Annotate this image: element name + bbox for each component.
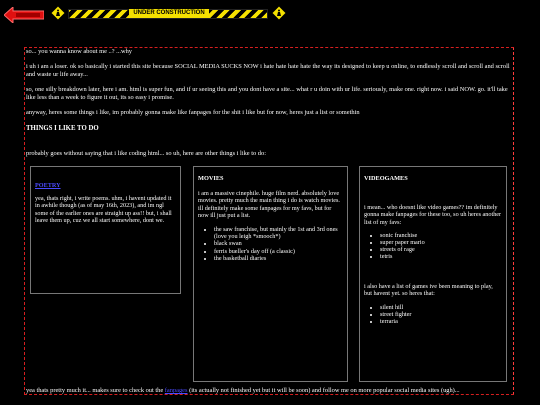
videogames-text: i mean... who doesnt like video games?? im definitely gonna make fanpages for these too, so uh heres another list of my favs: bbox=[364, 204, 502, 226]
construction-sign-icon bbox=[51, 6, 65, 20]
construction-sign-icon bbox=[272, 6, 286, 20]
things-heading: THINGS I LIKE TO DO bbox=[26, 125, 99, 132]
poetry-text: yea, thats right, i write poems. uhm, i havent updated it in awhile though (as of may 16th, 2023), and im ngl some of the earlier ones are straight up ass!! but, i shall leave them up, cuz we all start somewhere, dont we. bbox=[35, 195, 172, 224]
movies-text: i am a massive cinephile. huge film nerd. absolutely love movies. pretty much the main thing i do is watch movies. ill definitely make some fanpages for my favs, but for now ill just put a list. bbox=[198, 190, 340, 219]
list-item: • street fighter bbox=[380, 311, 502, 318]
movies-title: MOVIES bbox=[198, 175, 224, 182]
back-arrow-icon bbox=[4, 7, 44, 23]
poetry-box bbox=[30, 166, 181, 294]
footer-text-after: (its actually not finished yet but it will be soon) and follow me on more popular social media sites (ugh)... bbox=[187, 387, 460, 394]
list-item: • terraria bbox=[380, 318, 502, 325]
list-item: • silent hill bbox=[380, 304, 502, 311]
intro-paragraph-2: so, one silly breakdown later, here i am. html is super fun, and if ur seeing this and you dont have a site... what r u doin with ur life. seriously, make one. right now. i said NOW. go. it'll take like less than a week to figure it out, its so easy i promise. bbox=[26, 86, 508, 101]
videogames-text-2: i also have a list of games ive been meaning to play, but havent yet. so heres that: bbox=[364, 282, 493, 297]
list-item: • the basketball diaries bbox=[214, 255, 343, 262]
footer-line bbox=[26, 387, 512, 395]
poetry-link[interactable]: POETRY bbox=[35, 182, 61, 189]
movies-box bbox=[193, 166, 348, 382]
intro-paragraph-3: anyway, heres some things i like, im probably gonna make like fanpages for the shit i like but for now, heres just a list or somethin bbox=[26, 109, 360, 116]
list-item: • black swan bbox=[214, 240, 343, 247]
footer-text-before: yea thats pretty much it... makes sure to check out the bbox=[26, 387, 165, 394]
back-arrow-button[interactable] bbox=[4, 7, 44, 23]
videogames-box bbox=[359, 166, 507, 382]
under-construction-label: UNDER CONSTRUCTION bbox=[129, 9, 209, 18]
videogames-list-2 bbox=[364, 304, 502, 326]
list-item: • streets of rage bbox=[380, 246, 502, 253]
coding-line: probably goes without saying that i like coding html... so uh, here are other things i like to do: bbox=[26, 150, 266, 157]
list-item: • tetris bbox=[380, 253, 502, 260]
videogames-list bbox=[364, 232, 502, 261]
list-item: • sonic franchise bbox=[380, 232, 502, 239]
videogames-title: VIDEOGAMES bbox=[364, 175, 408, 182]
list-item: • super paper mario bbox=[380, 239, 502, 246]
intro-paragraph-1: i uh i am a loser. ok so basically i started this site because SOCIAL MEDIA SUCKS NOW i hate hate hate hate the way its designed to keep u online, to endlessly scroll and scroll and scroll and waste ur life away... bbox=[26, 63, 510, 78]
under-construction-banner bbox=[68, 9, 268, 19]
list-item: • ferris bueller's day off (a classic) bbox=[214, 248, 343, 255]
fanpages-link[interactable]: fanpages bbox=[164, 387, 188, 394]
intro-line: so... you wanna know about me ..? ...why bbox=[26, 48, 132, 55]
list-item: • the saw franchise, but mainly the 1st and 3rd ones (love you leigh *smooch*) bbox=[214, 226, 343, 240]
movies-list bbox=[198, 226, 343, 262]
